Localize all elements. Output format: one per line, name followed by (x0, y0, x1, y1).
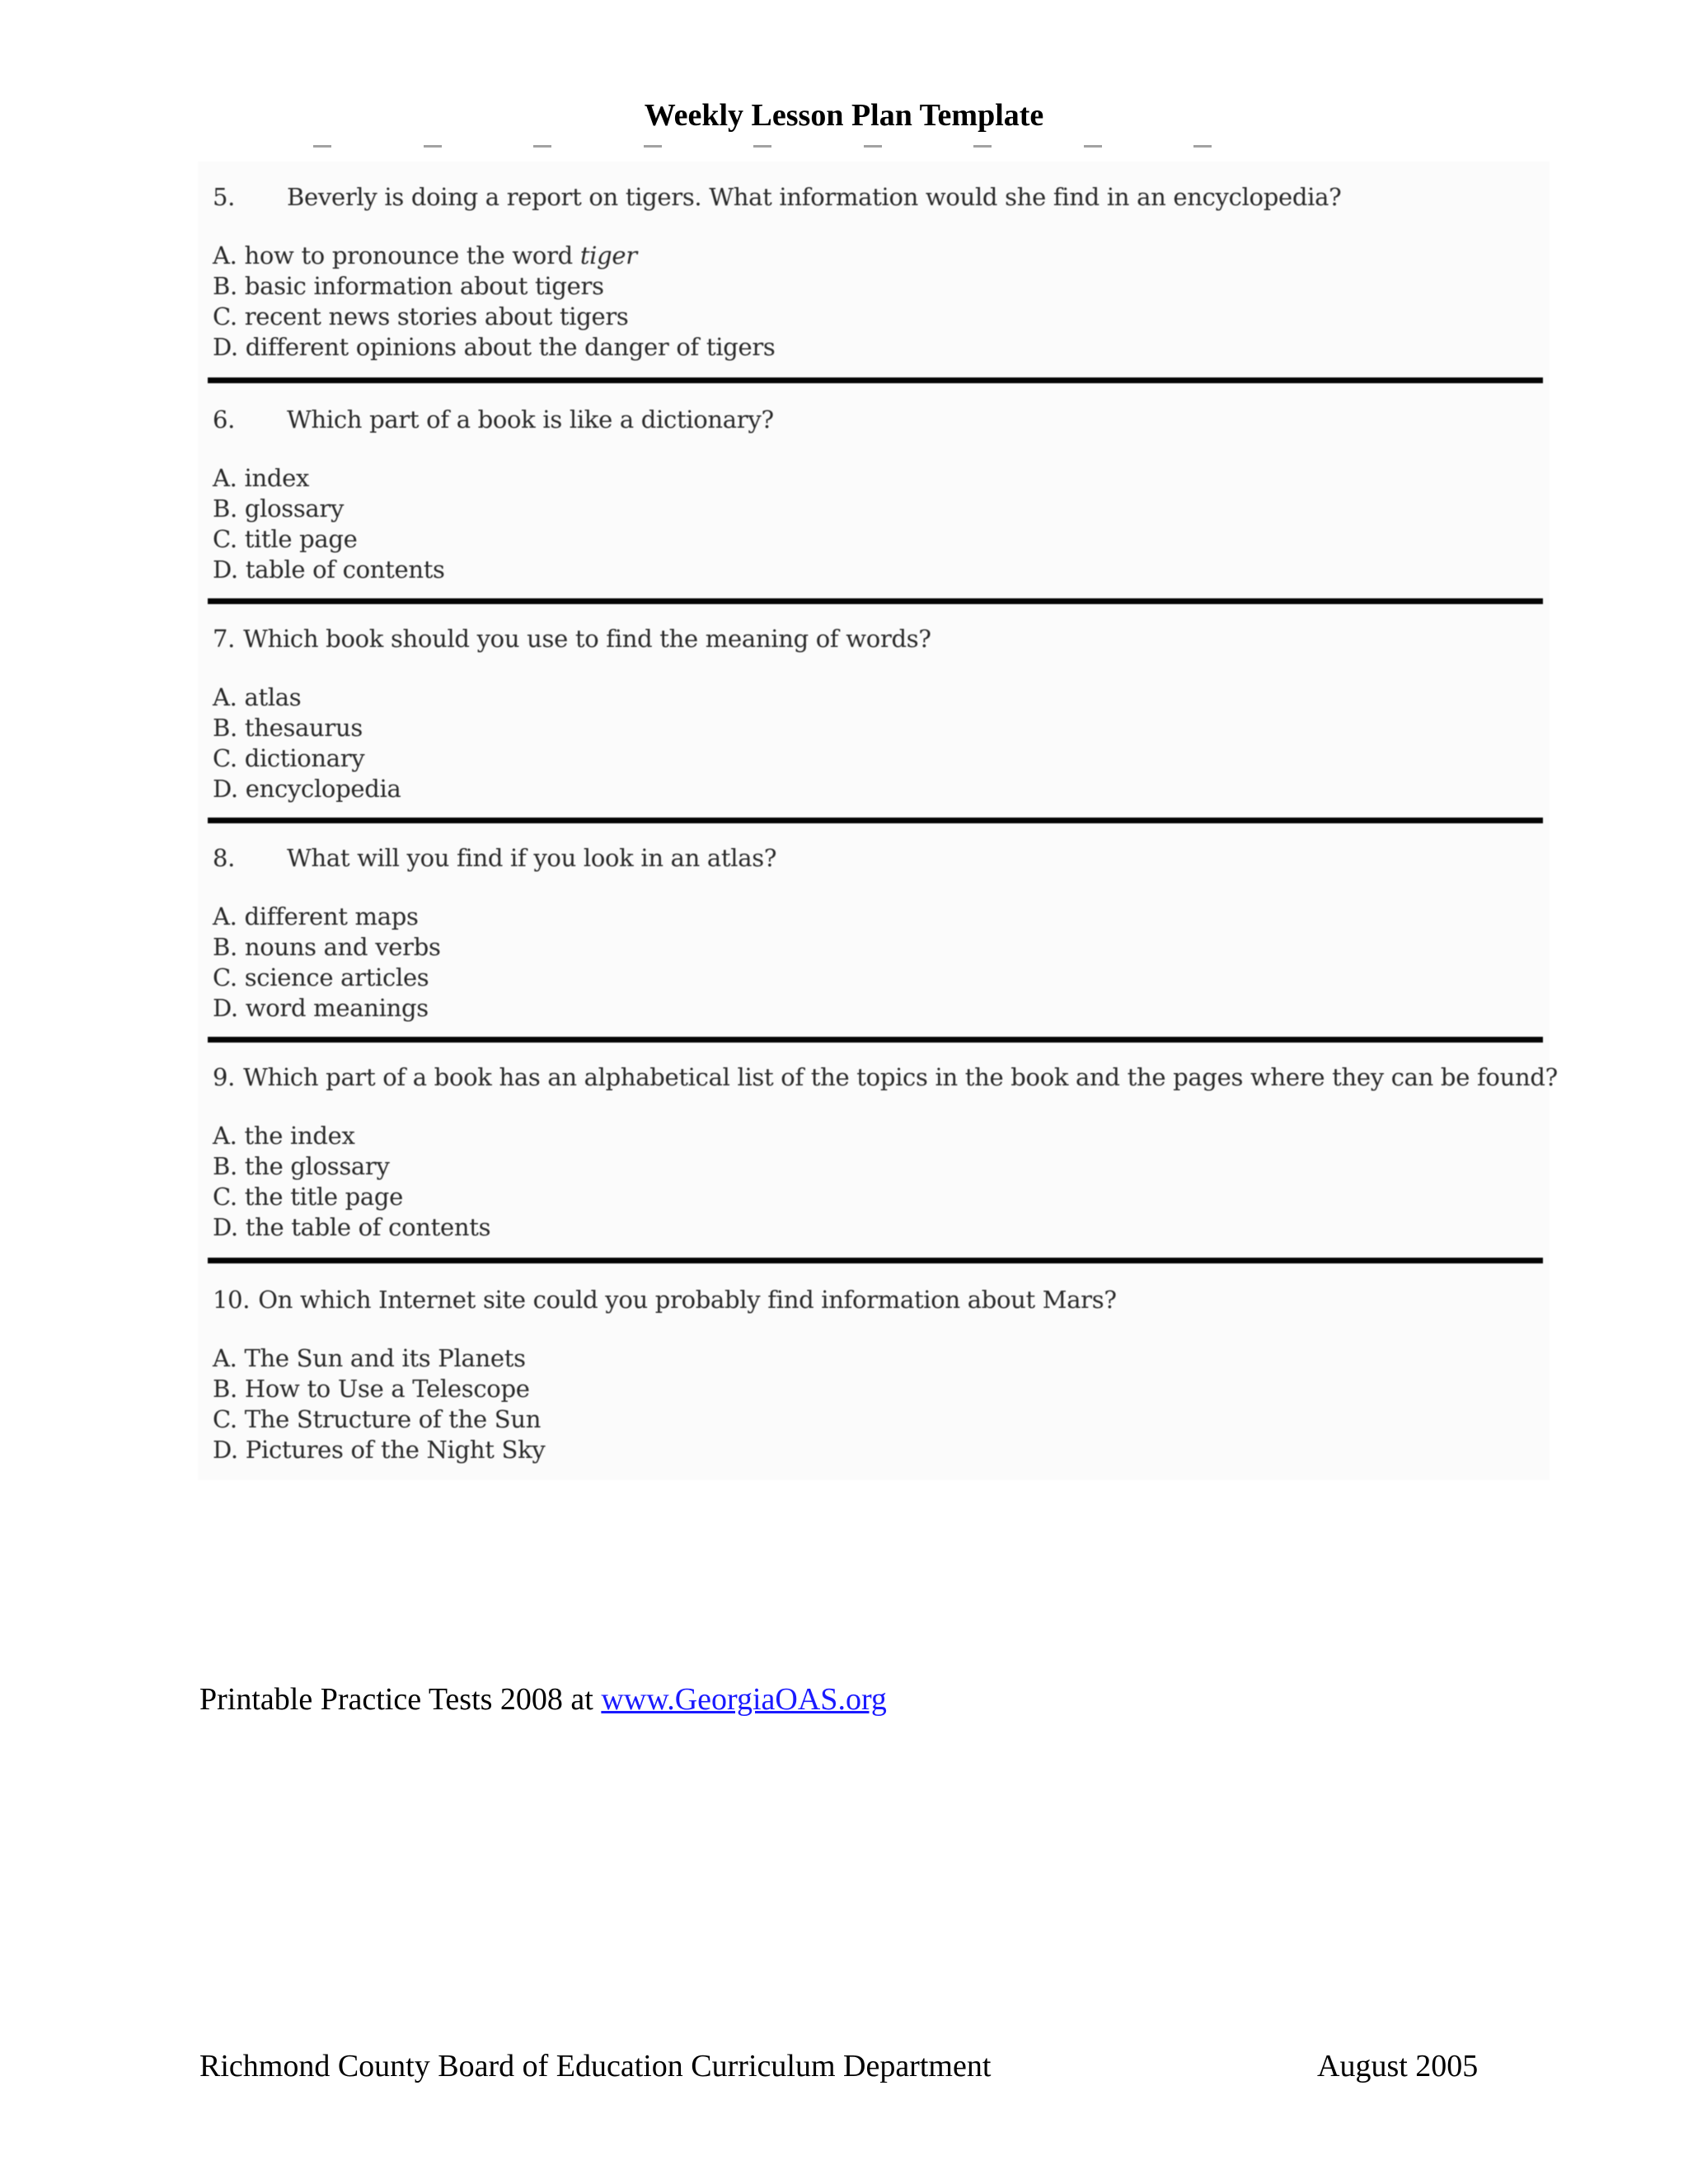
section-divider (208, 1258, 1543, 1263)
option-d: D. table of contents (213, 555, 445, 583)
option-d: D. encyclopedia (213, 775, 401, 803)
question-number: 10. (213, 1286, 251, 1314)
question-number: 8. (213, 844, 236, 872)
option-a: A. the index (213, 1122, 355, 1150)
option-d: D. word meanings (213, 994, 429, 1022)
option-a: A. index (213, 464, 310, 492)
option-b: B. thesaurus (213, 714, 363, 742)
section-divider (208, 598, 1543, 604)
question-number: 6. (213, 405, 236, 434)
section-divider (208, 377, 1543, 383)
question-number: 7. (213, 625, 236, 653)
option-b: B. basic information about tigers (213, 272, 604, 300)
option-c: C. science articles (213, 963, 429, 991)
footer-department: Richmond County Board of Education Curriculum Department (199, 2049, 992, 2083)
answer-options (213, 682, 401, 804)
practice-tests-note (199, 1681, 887, 1718)
section-divider (208, 818, 1543, 823)
question-text: Beverly is doing a report on tigers. What information would she find in an encyclopedia? (287, 183, 1342, 211)
section-divider (208, 1037, 1543, 1043)
question-text: On which Internet site could you probably find information about Mars? (258, 1286, 1117, 1314)
answer-options (213, 1121, 490, 1243)
option-b: B. glossary (213, 494, 345, 523)
option-a: A. The Sun and its Planets (213, 1344, 526, 1372)
question-number: 9. (213, 1063, 236, 1091)
scanned-worksheet (198, 162, 1558, 1480)
page-title: Weekly Lesson Plan Template (644, 98, 1044, 133)
scan-artifact (313, 145, 1212, 148)
question-text: Which part of a book has an alphabetical list of the topics in the book and the pages where they can be found? (243, 1063, 1558, 1091)
practice-tests-text: Printable Practice Tests 2008 at (199, 1682, 602, 1717)
option-a: A. how to pronounce the word tiger (213, 241, 637, 269)
option-d: D. the table of contents (213, 1213, 491, 1241)
footer-date: August 2005 (1317, 2049, 1479, 2083)
option-a: A. atlas (213, 683, 302, 711)
option-c: C. The Structure of the Sun (213, 1405, 542, 1433)
question-text: What will you find if you look in an atlas? (287, 844, 777, 872)
option-c: C. title page (213, 525, 358, 553)
answer-options (213, 1343, 545, 1465)
option-c: C. the title page (213, 1183, 404, 1211)
question-text: Which part of a book is like a dictionary? (287, 405, 774, 434)
question-text: Which book should you use to find the meaning of words? (243, 625, 931, 653)
option-d: D. Pictures of the Night Sky (213, 1436, 546, 1464)
answer-options (213, 241, 776, 363)
option-b: B. the glossary (213, 1152, 390, 1180)
option-a: A. different maps (213, 902, 419, 930)
option-c: C. dictionary (213, 744, 365, 772)
georgiaoas-link[interactable]: www.GeorgiaOAS.org (601, 1682, 887, 1717)
option-c: C. recent news stories about tigers (213, 302, 629, 330)
option-b: B. How to Use a Telescope (213, 1375, 530, 1403)
answer-options (213, 463, 445, 585)
option-b: B. nouns and verbs (213, 933, 441, 961)
option-d: D. different opinions about the danger of tigers (213, 333, 776, 361)
question-number: 5. (213, 183, 236, 211)
answer-options (213, 902, 441, 1024)
